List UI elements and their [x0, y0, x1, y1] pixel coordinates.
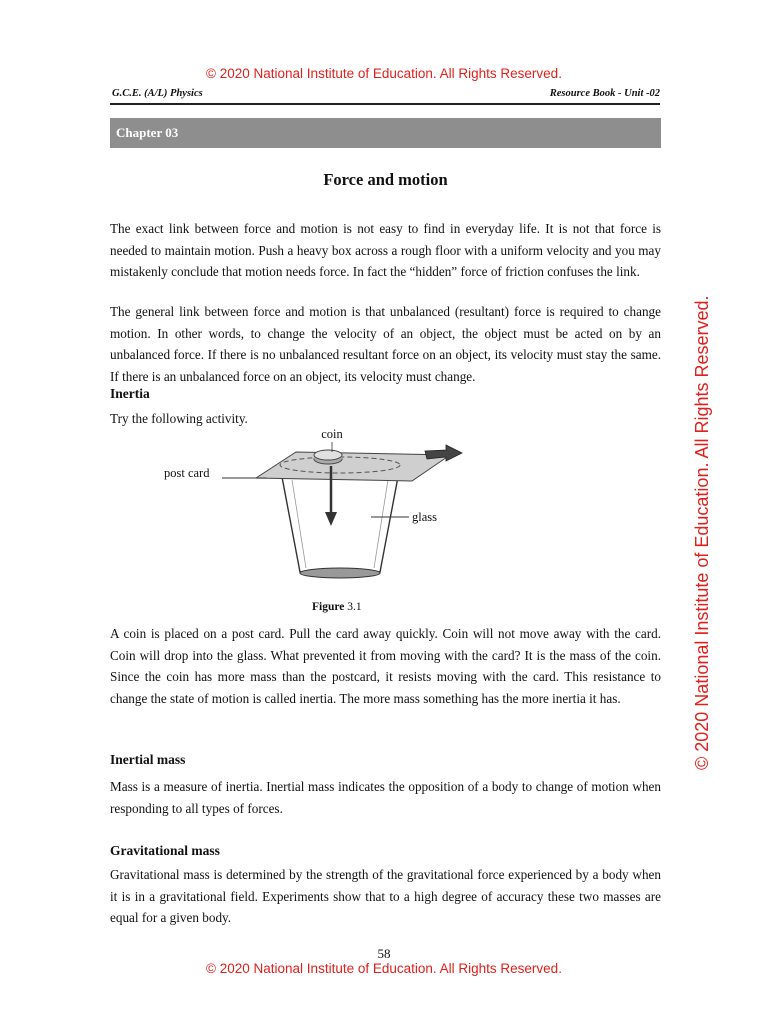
page-title: Force and motion: [323, 170, 448, 189]
copyright-side: © 2020 National Institute of Education. All Rights Reserved.: [692, 295, 712, 770]
copyright-bottom: © 2020 National Institute of Education. All Rights Reserved.: [206, 961, 562, 976]
chapter-bar: [110, 118, 661, 148]
paragraph-general-link: The general link between force and motion is that unbalanced (resultant) force is required to change motion. In other words, to change the velocity of an object, the object must be acted on by an unbalanced force. If there is no unbalanced resultant force on an object, its velocity must stay the same. If there is an unbalanced force on an object, its velocity must change.: [110, 304, 661, 384]
figure-caption-number: 3.1: [347, 601, 362, 613]
glass-base: [300, 568, 380, 578]
paragraph-gravitational-mass: Gravitational mass is determined by the strength of the gravitational force experienced by a body when it is in a gravitational field. Experiments show that to a high degree of accuracy these two masses are equal for a given body.: [110, 867, 661, 925]
label-coin: coin: [321, 427, 343, 441]
copyright-top: © 2020 National Institute of Education. All Rights Reserved.: [206, 66, 562, 81]
paragraph-coin-activity: A coin is placed on a post card. Pull the card away quickly. Coin will not move away with the card. Coin will drop into the glass. What prevented it from moving with the card? It is the mass of the coin. Since the coin has more mass than the postcard, it resists moving with the card. This resistance to change the state of motion is called inertia. The more mass something has the more inertia it has.: [110, 626, 661, 706]
page-number: 58: [377, 946, 391, 961]
figure-coin-card-glass: [150, 422, 480, 597]
paragraph-intro: The exact link between force and motion is not easy to find in everyday life. It is not that force is needed to maintain motion. Push a heavy box across a rough floor with a uniform velocity and you may mistakenly conclude that motion needs force. In fact the “hidden” force of friction confuses the link.: [110, 221, 661, 279]
header-rule: [110, 103, 660, 105]
label-glass: glass: [412, 510, 437, 524]
figure-caption-label: Figure: [312, 601, 345, 613]
header-left: G.C.E. (A/L) Physics: [112, 88, 203, 99]
chapter-label: Chapter 03: [116, 125, 179, 140]
heading-gravitational-mass: Gravitational mass: [110, 843, 220, 858]
figure-caption: [312, 601, 362, 613]
header-right: Resource Book - Unit -02: [549, 88, 660, 99]
heading-inertial-mass: Inertial mass: [110, 752, 186, 767]
paragraph-inertial-mass: Mass is a measure of inertia. Inertial mass indicates the opposition of a body to change of motion when responding to all types of forces.: [110, 779, 661, 816]
heading-inertia: Inertia: [110, 386, 150, 401]
post-card: [256, 452, 450, 481]
label-post-card: post card: [164, 466, 210, 480]
activity-prompt: Try the following activity.: [110, 411, 248, 426]
